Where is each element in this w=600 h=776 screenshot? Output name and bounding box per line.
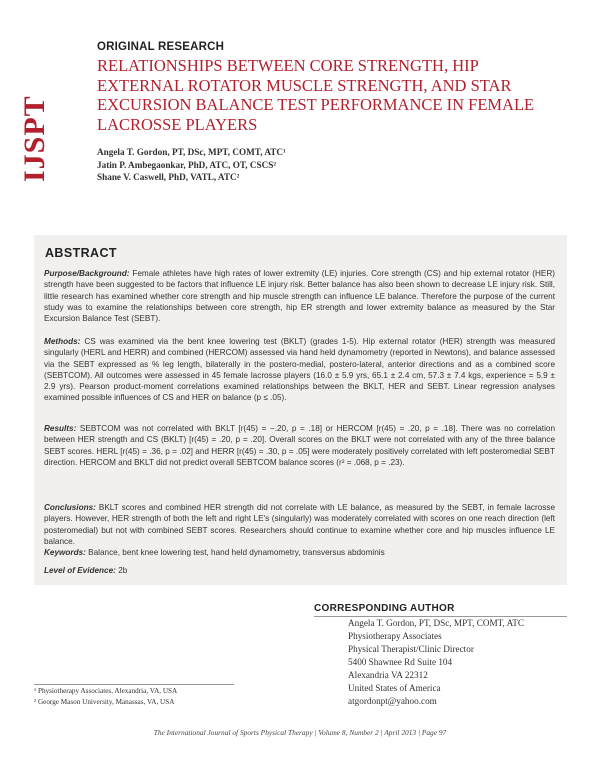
abstract-results-label: Results:: [44, 424, 77, 433]
page-footer: The International Journal of Sports Physical Therapy | Volume 8, Number 2 | April 2013 | Page 97: [153, 728, 447, 737]
abstract-methods: [44, 336, 555, 404]
abstract-evidence-text: 2b: [118, 566, 128, 575]
affiliations: [34, 686, 177, 708]
corr-line: Alexandria VA 22312: [348, 670, 428, 680]
abstract-purpose-text: Female athletes have high rates of lower extremity (LE) injuries. Core strength (CS) and hip external rotator (HER) strength have been suggested to be factors that influence LE injury risk. Better balance has also been shown to decrease LE injury risk. Still, little research has examined whether core strength and hip muscle strength can influence LE balance. Therefore the purpose of the current study was to examine the relationships between core strength, hip ER strength and lower extremity balance as measured by the Star Excursion Balance Test (SEBT).: [44, 269, 555, 324]
affiliation-2: ² George Mason University, Manassas, VA, USA: [34, 698, 175, 706]
affiliation-1: ¹ Physiotherapy Associates, Alexandria, VA, USA: [34, 687, 178, 695]
abstract-heading: ABSTRACT: [45, 246, 117, 260]
corr-line: United States of America: [348, 683, 441, 693]
corr-line: 5400 Shawnee Rd Suite 104: [348, 657, 453, 667]
abstract-keywords-label: Keywords:: [44, 548, 86, 557]
abstract-methods-label: Methods:: [44, 337, 81, 346]
abstract-keywords-text: Balance, bent knee lowering test, hand held dynamometry, transversus abdominis: [88, 548, 385, 557]
corresponding-author-heading: CORRESPONDING AUTHOR: [314, 603, 455, 614]
corr-email: atgordonpt@yahoo.com: [348, 696, 437, 706]
abstract-conclusions: [44, 502, 555, 547]
abstract-conclusions-text: BKLT scores and combined HER strength did not correlate with LE balance, as measured by the SEBT, in female lacrosse players. However, HER strength of both the left and right LE's (singularly) was moderately correlated with scores on one reach direction (left posteromedial) but not with combined SEBT scores. Researchers should continue to examine whether core and hip muscles influence LE balance.: [44, 503, 555, 546]
abstract-methods-text: CS was examined via the bent knee lowering test (BKLT) (grades 1-5). Hip external rotator (HER) strength was measured singularly (HERL and HERR) and combined (HERCOM) assessed via hand held dynamometry (reported in Newtons), and balance assessed via the SEBT expressed as % leg length, bilaterally in the postero-medial, postero-lateral, anterior directions and as a combined score (SEBTCOM). All outcomes were assessed in 45 female lacrosse players (16.0 ± 5.9 yrs, 65.1 ± 2.4 cm, 57.3 ± 7.4 kgs, experience = 5.9 ± 2.9 yrs). Pearson product-moment correlations examined relationships between the BKLT, HER and SEBT. Linear regression analyses examined possible influences of CS and HER on balance (p ≤ .05).: [44, 337, 555, 403]
section-label: ORIGINAL RESEARCH: [97, 41, 225, 53]
corr-line: Physiotherapy Associates: [348, 631, 442, 641]
abstract-evidence: [44, 565, 555, 576]
author-list: [97, 146, 286, 184]
footnote-divider: [34, 684, 234, 685]
author-2: Jatin P. Ambegaonkar, PhD, ATC, OT, CSCS²: [97, 159, 277, 170]
journal-logo: IJSPT: [18, 95, 51, 182]
author-1: Angela T. Gordon, PT, DSc, MPT, COMT, ATC¹: [97, 147, 286, 157]
abstract-purpose: [44, 268, 555, 324]
corr-line: Physical Therapist/Clinic Director: [348, 644, 474, 654]
abstract-results-text: SEBTCOM was not correlated with BKLT [r(45) = −.20, p = .18] or HERCOM [r(45) = .20, p = .18]. There was no correlation between HER strength and CS (BKLT) [r(45) = .20, p = .20]. Overall scores on the BKLT were not correlated with any of the three balance SEBT scores. HERL [r(45) = .36, p = .02] and HERR [r(45) = .30, p = .05] were moderately positively correlated with left posteromedial SEBT direction. HERCOM and BKLT did not predict overall SEBTCOM balance scores (r² = .068, p = .23).: [44, 424, 555, 467]
abstract-keywords: [44, 547, 555, 558]
corresponding-author-block: [348, 617, 524, 708]
abstract-results: [44, 423, 555, 468]
abstract-evidence-label: Level of Evidence:: [44, 566, 116, 575]
corr-line: Angela T. Gordon, PT, DSc, MPT, COMT, ATC: [348, 618, 525, 628]
abstract-purpose-label: Purpose/Background:: [44, 269, 130, 278]
article-title: RELATIONSHIPS BETWEEN CORE STRENGTH, HIP EXTERNAL ROTATOR MUSCLE STRENGTH, AND STAR EXCURSION BALANCE TEST PERFORMANCE IN FEMALE LACROSSE PLAYERS: [97, 56, 535, 134]
author-3: Shane V. Caswell, PhD, VATL, ATC²: [97, 172, 240, 182]
abstract-conclusions-label: Conclusions:: [44, 503, 96, 512]
